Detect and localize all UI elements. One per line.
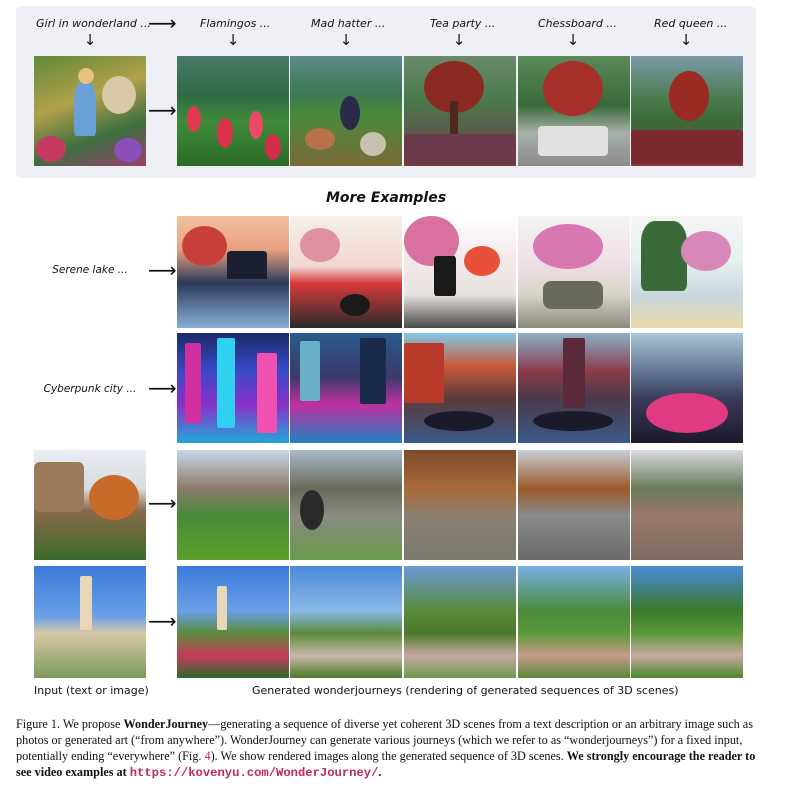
down-arrow-icon: ↓ [339,31,353,49]
down-arrow-icon: ↓ [452,31,466,49]
down-arrow-icon: ↓ [83,31,97,49]
red-queen-image [631,56,743,166]
caption-text: —generating a sequence of diverse yet coherent 3D scenes from a text description or an arbitrary image such as photos or generated art (“from anywhere”). WonderJourney can generate various journeys (which we refer to as “wonderjourneys”) for a fixed input, potentially ending “everywhere” (Fig. [16,717,753,763]
serene-image-4 [518,216,630,328]
section-title: More Examples [325,190,447,206]
figure-reference-link[interactable]: 4 [204,749,211,763]
project-url-link[interactable]: https://kovenyu.com/WonderJourney/ [129,766,379,780]
step-caption-4: Chessboard ... [538,17,617,30]
right-arrow-icon: ⟶ [148,491,177,515]
down-arrow-icon: ↓ [226,31,240,49]
tower-image-4 [518,566,630,678]
tower-image-3 [404,566,516,678]
tower-image-1 [177,566,289,678]
campus-image-4 [518,450,630,560]
right-arrow-icon: ⟶ [148,258,177,282]
step-caption-2: Mad hatter ... [311,17,386,30]
input-label: Input (text or image) [34,684,149,697]
cyberpunk-image-5 [631,333,743,443]
caption-end: . [378,765,382,779]
cyberpunk-image-1 [177,333,289,443]
campus-image-3 [404,450,516,560]
mad-hatter-image [290,56,402,166]
cyberpunk-image-3 [404,333,516,443]
figure-number: Figure 1. [16,717,61,731]
campus-image-1 [177,450,289,560]
tower-image-5 [631,566,743,678]
right-arrow-icon: ⟶ [148,98,177,122]
tea-party-image [404,56,516,166]
chessboard-image [518,56,630,166]
down-arrow-icon: ↓ [566,31,580,49]
caption-emphasis: We strongly encourage the reader to see video examples at [16,749,756,779]
down-arrow-icon: ↓ [679,31,693,49]
cyberpunk-image-2 [290,333,402,443]
step-caption-3: Tea party ... [430,17,496,30]
input-caption: Girl in wonderland ... [36,17,151,30]
step-caption-5: Red queen ... [654,17,728,30]
row-label-serene: Serene lake ... [52,264,128,276]
right-arrow-icon: ⟶ [148,11,177,35]
caption-text: ). We show rendered images along the generated sequence of 3D scenes. [210,749,567,763]
campus-image-2 [290,450,402,560]
campus-input-photo [34,450,146,560]
generated-label: Generated wonderjourneys (rendering of generated sequences of 3D scenes) [252,684,679,697]
serene-image-5 [631,216,743,328]
campus-image-5 [631,450,743,560]
serene-image-2 [290,216,402,328]
cyberpunk-image-4 [518,333,630,443]
method-name: WonderJourney [123,717,209,731]
serene-image-3 [404,216,516,328]
caption-text: We propose [60,717,124,731]
right-arrow-icon: ⟶ [148,609,177,633]
step-caption-1: Flamingos ... [200,17,271,30]
serene-image-1 [177,216,289,328]
right-arrow-icon: ⟶ [148,376,177,400]
tower-image-2 [290,566,402,678]
flamingos-image [177,56,289,166]
tower-input-photo [34,566,146,678]
row-label-cyberpunk: Cyberpunk city ... [43,383,137,395]
wonderland-input-image [34,56,146,166]
figure-caption [16,716,768,781]
